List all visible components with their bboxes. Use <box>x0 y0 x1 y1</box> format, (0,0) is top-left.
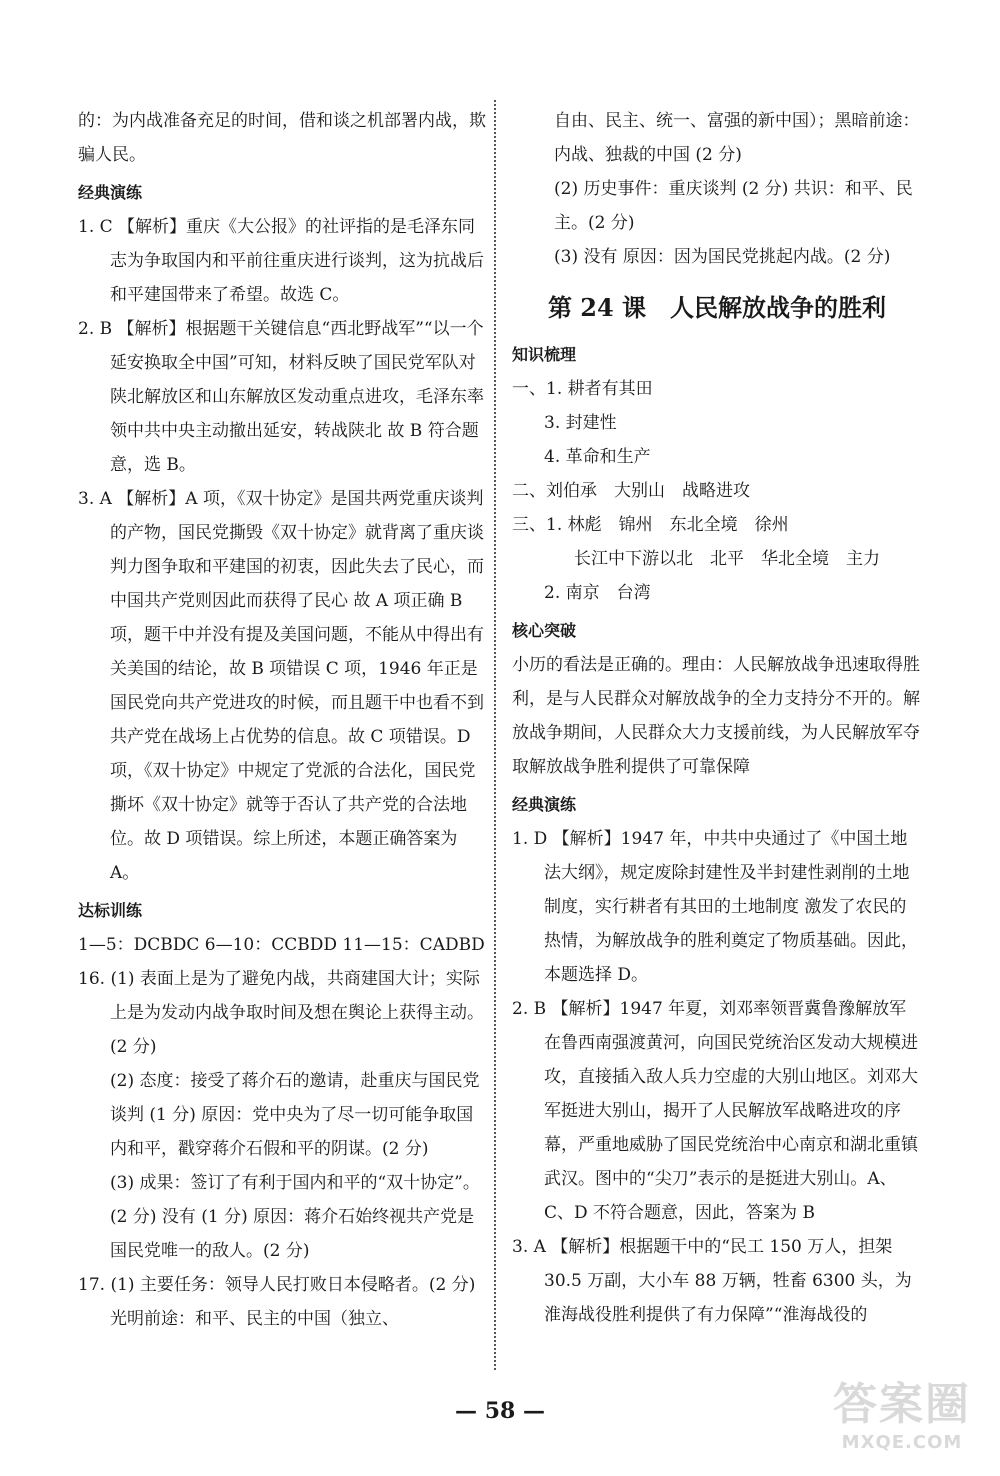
intro-text: 的：为内战准备充足的时间，借和谈之机部署内战，欺骗人民。 <box>78 111 486 165</box>
answer-item: 3. A 【解析】A 项，《双十协定》是国共两党重庆谈判的产物，国民党撕毁《双十协定》就背离了重庆谈判力图争取和平建国的初衷，因此失去了民心，而中国共产党则因此而获得了民心 故 A 项正确 B 项，题干中并没有提及美国问题，不能从中得出有关美国的结论，故 B 项错误 C 项，1946 年正是国民党向共产党进攻的时候，而且题干中也看不到共产党在战场上占优势的信息。故 C 项错误。D 项，《双十协定》中规定了党派的合法化，国民党撕坏《双十协定》就等于否认了共产党的合法地位。故 D 项错误。综上所述，本题正确答案为 A。 <box>78 489 484 883</box>
answer-subitem: (2) 历史事件：重庆谈判 (2 分) 共识：和平、民主。(2 分) <box>554 179 913 233</box>
answer-item: 2. B 【解析】根据题干关键信息“西北野战军”“以一个延安换取全中国”可知，材料反映了国民党军队对陕北解放区和山东解放区发动重点进攻，毛泽东率领中共中央主动撤出延安，转战陕北 故 B 符合题意，选 B。 <box>78 319 484 475</box>
knowledge-item: 2. 南京 台湾 <box>544 583 651 603</box>
knowledge-item: 4. 革命和生产 <box>544 447 651 467</box>
knowledge-item: 长江中下游以北 北平 华北全境 主力 <box>574 549 880 569</box>
knowledge-item: 3. 封建性 <box>544 413 617 433</box>
knowledge-item: 一、1. 耕者有其田 <box>512 379 653 399</box>
answer-subitem: (3) 成果：签订了有利于国内和平的“双十协定”。(2 分) 没有 (1 分) 原因：蒋介石始终视共产党是国民党唯一的敌人。(2 分) <box>110 1173 480 1261</box>
knowledge-item: 二、刘伯承 大别山 战略进攻 <box>512 481 750 501</box>
answer-item: 2. B 【解析】1947 年夏，刘邓率领晋冀鲁豫解放军在鲁西南强渡黄河，向国民党统治区发动大规模进攻，直接插入敌人兵力空虚的大别山地区。刘邓大军挺进大别山，揭开了人民解放军战略进攻的序幕，严重地威胁了国民党统治中心南京和湖北重镇武汉。图中的“尖刀”表示的是挺进大别山。A、C、D 不符合题意，因此，答案为 B <box>512 999 918 1223</box>
answer-item: 1. C 【解析】重庆《大公报》的社评指的是毛泽东同志为争取国内和平前往重庆进行谈判，这为抗战后和平建国带来了希望。故选 C。 <box>78 217 484 305</box>
answer-item: 1. D 【解析】1947 年，中共中央通过了《中国土地法大纲》，规定废除封建性及半封建性剥削的土地制度，实行耕者有其田的土地制度 激发了农民的热情，为解放战争的胜利奠定了物质基础。因此，本题选择 D。 <box>512 829 918 985</box>
answer-item: 3. A 【解析】根据题干中的“民工 150 万人，担架 30.5 万副，大小车 88 万辆，牲畜 6300 头，为淮海战役胜利提供了有力保障”“淮海战役的 <box>512 1237 912 1325</box>
answer-item: 17. (1) 主要任务：领导人民打败日本侵略者。(2 分) 光明前途：和平、民主的中国（独立、 <box>78 1275 476 1329</box>
right-column <box>512 104 922 1332</box>
section-heading-knowledge: 知识梳理 <box>512 345 577 364</box>
knowledge-item: 三、1. 林彪 锦州 东北全境 徐州 <box>512 515 789 535</box>
answer-key-line: 1—5：DCBDC 6—10：CCBDD 11—15：CADBD <box>78 935 485 955</box>
section-heading-classic-practice: 经典演练 <box>78 183 143 202</box>
watermark-logo-text: 答案圈 <box>833 1379 971 1430</box>
answer-item: 16. (1) 表面上是为了避免内战，共商建国大计；实际上是为发动内战争取时间及想在舆论上获得主动。(2 分) <box>78 969 484 1057</box>
answer-subitem: (3) 没有 原因：因为国民党挑起内战。(2 分) <box>554 247 891 267</box>
section-heading-core: 核心突破 <box>512 621 577 640</box>
page-number: — 58 — <box>455 1398 545 1424</box>
core-answer: 小历的看法是正确的。理由：人民解放战争迅速取得胜利，是与人民群众对解放战争的全力支持分不开的。解放战争期间，人民群众大力支援前线，为人民解放军夺取解放战争胜利提供了可靠保障 <box>512 655 920 777</box>
watermark-logo <box>822 1368 982 1458</box>
section-heading-classic-practice: 经典演练 <box>512 795 577 814</box>
lesson-title: 第 24 课 人民解放战争的胜利 <box>547 293 887 322</box>
watermark-url: MXQE.COM <box>841 1432 963 1453</box>
answer-continuation: 自由、民主、统一、富强的新中国）；黑暗前途：内战、独裁的中国 (2 分) <box>554 111 920 165</box>
answer-subitem: (2) 态度：接受了蒋介石的邀请，赴重庆与国民党谈判 (1 分) 原因：党中央为了尽一切可能争取国内和平，戳穿蒋介石假和平的阴谋。(2 分) <box>110 1071 480 1159</box>
column-divider <box>494 100 496 1370</box>
left-column <box>78 104 488 1336</box>
section-heading-standard-training: 达标训练 <box>78 901 143 920</box>
